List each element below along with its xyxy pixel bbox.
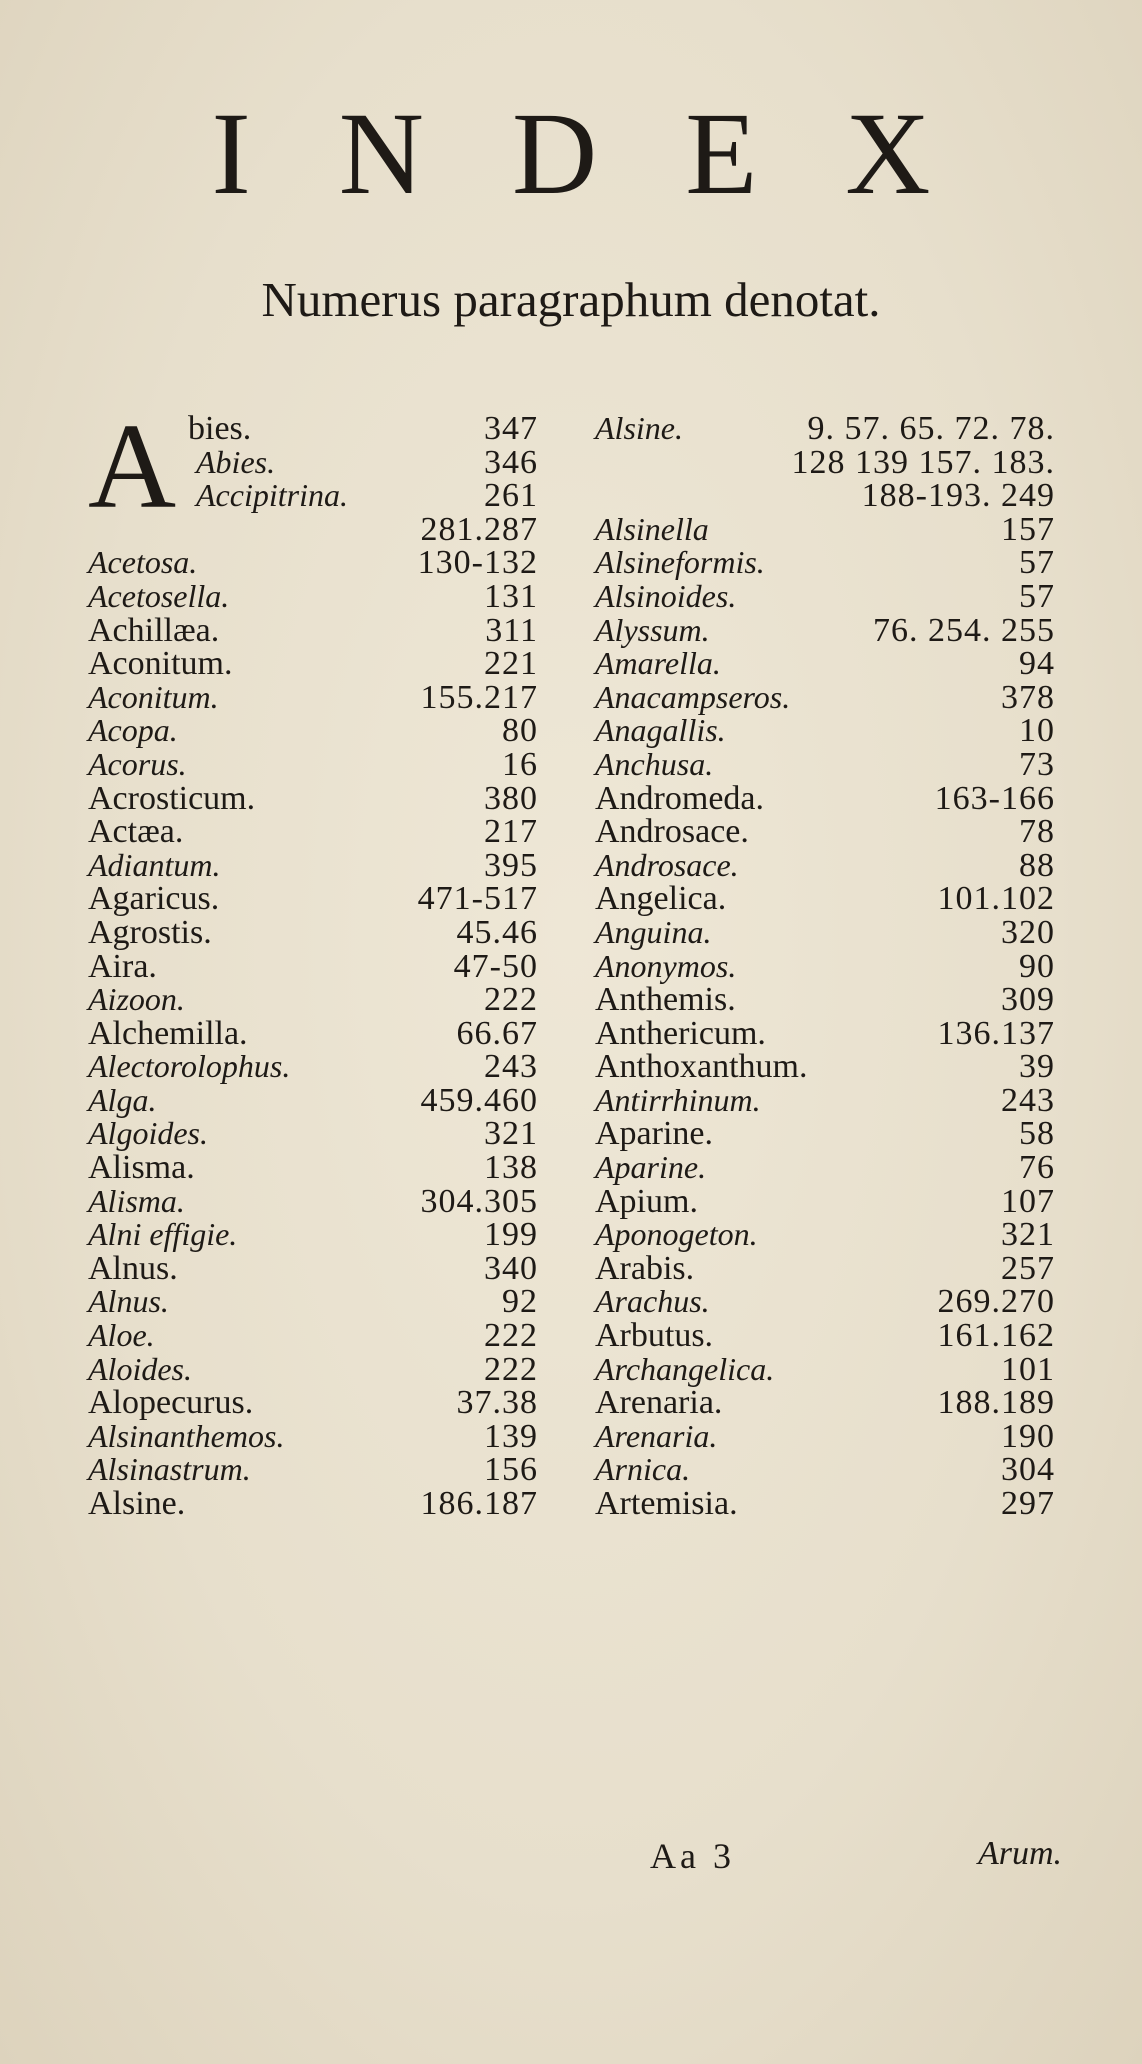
paragraph-reference: 101.102 xyxy=(937,880,1055,918)
index-entry xyxy=(595,779,1055,817)
paragraph-reference: 378 xyxy=(1001,678,1055,716)
index-term: Agaricus. xyxy=(88,880,220,918)
index-entry xyxy=(595,913,1055,951)
index-entry xyxy=(595,1081,1055,1119)
index-entry xyxy=(595,1487,1055,1521)
paragraph-reference: 380 xyxy=(484,779,538,817)
index-term: Anthemis. xyxy=(595,981,736,1019)
index-term: Amarella. xyxy=(595,645,721,682)
paragraph-reference: 73 xyxy=(1019,745,1055,783)
index-entry xyxy=(88,678,538,716)
index-entry xyxy=(88,647,538,681)
index-entry xyxy=(88,745,538,783)
index-entry xyxy=(88,1014,538,1052)
index-term: bies. xyxy=(188,410,252,447)
index-term: Accipitrina. xyxy=(196,477,348,514)
paragraph-reference: 347 xyxy=(484,410,538,447)
index-term: Alsinanthemos. xyxy=(88,1417,285,1454)
paragraph-reference: 94 xyxy=(1019,645,1055,683)
index-entry xyxy=(595,882,1055,916)
paragraph-reference: 9. 57. 65. 72. 78. xyxy=(807,410,1055,447)
index-term: Alectorolophus. xyxy=(88,1048,291,1085)
index-entry xyxy=(88,1453,538,1487)
index-term: Alnus. xyxy=(88,1249,178,1287)
paragraph-reference: 222 xyxy=(484,1317,538,1355)
paragraph-reference: 395 xyxy=(484,846,538,884)
paragraph-reference: 16 xyxy=(502,745,538,783)
paragraph-reference: 88 xyxy=(1019,846,1055,884)
index-term: Acopa. xyxy=(88,712,178,749)
paragraph-reference: 340 xyxy=(484,1249,538,1287)
index-term: Archangelica. xyxy=(595,1350,775,1387)
index-term: Abies. xyxy=(196,443,276,480)
index-term: Artemisia. xyxy=(595,1485,738,1522)
index-entry xyxy=(88,983,538,1017)
paragraph-reference: 76 xyxy=(1019,1149,1055,1187)
index-entry xyxy=(595,443,1055,481)
index-entry xyxy=(595,678,1055,716)
index-term: Aloides. xyxy=(88,1350,192,1387)
index-entry xyxy=(88,1249,538,1287)
index-term: Alchemilla. xyxy=(88,1014,248,1052)
paragraph-reference: 156 xyxy=(484,1451,538,1489)
index-term: Acrosticum. xyxy=(88,779,256,817)
index-entry xyxy=(88,479,538,513)
index-term: Acetosa. xyxy=(88,544,198,581)
paragraph-reference: 222 xyxy=(484,981,538,1019)
paragraph-reference: 92 xyxy=(502,1283,538,1321)
index-term: Alsine. xyxy=(595,410,683,446)
index-entry xyxy=(88,1151,538,1185)
paragraph-reference: 186.187 xyxy=(420,1485,538,1522)
index-term: Aparine. xyxy=(595,1149,707,1186)
index-entry xyxy=(88,577,538,615)
paragraph-reference: 76. 254. 255 xyxy=(873,611,1055,649)
index-term: Anonymos. xyxy=(595,947,737,984)
paragraph-reference: 243 xyxy=(484,1048,538,1086)
paragraph-reference: 161.162 xyxy=(937,1317,1055,1355)
index-term: Alsinoides. xyxy=(595,577,737,614)
index-term: Anagallis. xyxy=(595,712,726,749)
index-entry xyxy=(88,1386,538,1420)
index-term: Alsinella xyxy=(595,510,709,547)
paragraph-reference: 131 xyxy=(484,577,538,615)
index-term: Arabis. xyxy=(595,1249,695,1287)
index-term: Alga. xyxy=(88,1081,157,1118)
index-term: Arenaria. xyxy=(595,1417,718,1454)
index-entry xyxy=(88,611,538,649)
paragraph-reference: 309 xyxy=(1001,981,1055,1019)
index-entry xyxy=(595,983,1055,1017)
index-term: Arachus. xyxy=(595,1283,710,1320)
index-entry xyxy=(595,412,1055,446)
index-term: Alnus. xyxy=(88,1283,169,1320)
paragraph-reference: 311 xyxy=(485,611,538,649)
index-entry xyxy=(595,815,1055,849)
index-entry xyxy=(595,510,1055,548)
index-entry xyxy=(595,745,1055,783)
paragraph-reference: 217 xyxy=(484,813,538,851)
paragraph-reference: 190 xyxy=(1001,1417,1055,1455)
index-term: Anguina. xyxy=(595,913,712,950)
paragraph-reference: 257 xyxy=(1001,1249,1055,1287)
index-entry xyxy=(595,1319,1055,1353)
paragraph-reference: 304 xyxy=(1001,1451,1055,1489)
index-term: Antirrhinum. xyxy=(595,1081,761,1118)
index-entry xyxy=(88,1350,538,1388)
index-entry xyxy=(88,1182,538,1220)
index-term: Arenaria. xyxy=(595,1384,723,1422)
index-term: Anacampseros. xyxy=(595,678,791,715)
index-term: Alsineformis. xyxy=(595,544,765,581)
index-term: Aconitum. xyxy=(88,645,233,683)
index-entry xyxy=(88,1081,538,1119)
index-term: Alisma. xyxy=(88,1182,185,1219)
index-entry xyxy=(595,1182,1055,1220)
index-term: Aloe. xyxy=(88,1317,155,1354)
index-entry xyxy=(595,1285,1055,1319)
paragraph-reference: 188.189 xyxy=(937,1384,1055,1422)
index-entry xyxy=(595,1417,1055,1455)
index-term: Anthericum. xyxy=(595,1014,766,1052)
page-title: INDEX xyxy=(211,88,1019,219)
index-entry xyxy=(88,1117,538,1151)
paragraph-reference: 57 xyxy=(1019,577,1055,615)
index-term: Aponogeton. xyxy=(595,1216,758,1253)
index-entry xyxy=(595,1050,1055,1084)
paragraph-reference: 346 xyxy=(484,443,538,481)
index-entry xyxy=(88,510,538,548)
index-entry xyxy=(595,714,1055,748)
index-term: Androsace. xyxy=(595,846,739,883)
paragraph-reference: 199 xyxy=(484,1216,538,1254)
index-term: Andromeda. xyxy=(595,779,765,817)
paragraph-reference: 37.38 xyxy=(456,1384,538,1422)
index-entry xyxy=(88,714,538,748)
paragraph-reference: 320 xyxy=(1001,913,1055,951)
index-entry xyxy=(88,1487,538,1521)
index-entry xyxy=(88,546,538,580)
index-entry xyxy=(595,1386,1055,1420)
index-entry xyxy=(595,1117,1055,1151)
index-term: Arbutus. xyxy=(595,1317,714,1355)
paragraph-reference: 136.137 xyxy=(937,1014,1055,1052)
paragraph-reference: 45.46 xyxy=(456,913,538,951)
index-entry xyxy=(88,443,538,481)
index-entry xyxy=(595,846,1055,884)
paragraph-reference: 155.217 xyxy=(420,678,538,716)
index-term: Aparine. xyxy=(595,1115,714,1153)
index-entry xyxy=(88,1050,538,1084)
paragraph-reference: 47-50 xyxy=(453,947,538,985)
paragraph-reference: 221 xyxy=(484,645,538,683)
right-index-column xyxy=(595,412,1055,1521)
paragraph-reference: 130-132 xyxy=(417,544,538,582)
index-entry xyxy=(88,815,538,849)
paragraph-reference: 243 xyxy=(1001,1081,1055,1119)
paragraph-reference: 78 xyxy=(1019,813,1055,851)
subtitle: Numerus paragraphum denotat. xyxy=(261,272,881,327)
index-term: Apium. xyxy=(595,1182,698,1220)
catchword: Arum. xyxy=(977,1835,1062,1872)
paragraph-reference: 128 139 157. 183. xyxy=(791,443,1055,481)
index-entry xyxy=(595,479,1055,513)
index-term: Adiantum. xyxy=(88,846,221,883)
index-term: Actæa. xyxy=(88,813,184,851)
index-term: Acetosella. xyxy=(88,577,230,614)
index-term: Achillæa. xyxy=(88,611,220,649)
paragraph-reference: 459.460 xyxy=(420,1081,538,1119)
paragraph-reference: 101 xyxy=(1001,1350,1055,1388)
index-entry xyxy=(88,1319,538,1353)
index-term: Anthoxanthum. xyxy=(595,1048,808,1086)
index-term: Agrostis. xyxy=(88,913,212,951)
paragraph-reference: 269.270 xyxy=(937,1283,1055,1321)
paragraph-reference: 163-166 xyxy=(934,779,1055,817)
index-entry xyxy=(595,546,1055,580)
index-entry xyxy=(595,1453,1055,1487)
index-entry xyxy=(595,1151,1055,1185)
paragraph-reference: 39 xyxy=(1019,1048,1055,1086)
paragraph-reference: 304.305 xyxy=(420,1182,538,1220)
index-entry xyxy=(595,611,1055,649)
index-term: Anchusa. xyxy=(595,745,714,782)
index-term: Angelica. xyxy=(595,880,727,918)
paragraph-reference: 321 xyxy=(484,1115,538,1153)
index-term: Acorus. xyxy=(88,745,187,782)
paragraph-reference: 90 xyxy=(1019,947,1055,985)
paragraph-reference: 10 xyxy=(1019,712,1055,750)
signature-mark: Aa 3 xyxy=(650,1836,735,1876)
index-entry xyxy=(595,1014,1055,1052)
index-term: Aira. xyxy=(88,947,157,985)
left-index-column xyxy=(88,399,538,1522)
paragraph-reference: 222 xyxy=(484,1350,538,1388)
index-entry xyxy=(88,779,538,817)
paragraph-reference: 281.287 xyxy=(420,510,538,548)
paragraph-reference: 80 xyxy=(502,712,538,750)
index-term: Androsace. xyxy=(595,813,749,851)
paragraph-reference: 297 xyxy=(1001,1485,1055,1522)
index-term: Aizoon. xyxy=(88,981,185,1018)
paragraph-reference: 321 xyxy=(1001,1216,1055,1254)
paragraph-reference: 471-517 xyxy=(417,880,538,918)
index-entry xyxy=(88,882,538,916)
paragraph-reference: 188-193. 249 xyxy=(861,477,1055,515)
index-entry xyxy=(595,1249,1055,1287)
index-term: Alopecurus. xyxy=(88,1384,254,1422)
index-term: Alsine. xyxy=(88,1485,186,1522)
index-entry xyxy=(88,947,538,985)
paragraph-reference: 157 xyxy=(1001,510,1055,548)
index-entry xyxy=(88,1218,538,1252)
index-entry xyxy=(88,1285,538,1319)
paragraph-reference: 66.67 xyxy=(456,1014,538,1052)
paragraph-reference: 139 xyxy=(484,1417,538,1455)
drop-cap: A xyxy=(88,399,177,534)
index-term: Algoides. xyxy=(88,1115,208,1152)
index-entry xyxy=(595,1218,1055,1252)
paragraph-reference: 138 xyxy=(484,1149,538,1187)
index-entry xyxy=(595,577,1055,615)
paragraph-reference: 261 xyxy=(484,477,538,515)
index-term: Aconitum. xyxy=(88,678,219,715)
index-entry xyxy=(595,647,1055,681)
paragraph-reference: 57 xyxy=(1019,544,1055,582)
index-term: Alisma. xyxy=(88,1149,195,1187)
index-entry xyxy=(88,846,538,884)
index-term: Arnica. xyxy=(595,1451,691,1488)
index-entry xyxy=(88,412,538,446)
index-entry xyxy=(595,1350,1055,1388)
index-term: Alsinastrum. xyxy=(88,1451,251,1488)
index-entry xyxy=(88,913,538,951)
index-entry xyxy=(88,1417,538,1455)
paragraph-reference: 107 xyxy=(1001,1182,1055,1220)
index-term: Alyssum. xyxy=(595,611,710,648)
index-entry xyxy=(595,947,1055,985)
index-term: Alni effigie. xyxy=(88,1216,238,1253)
paragraph-reference: 58 xyxy=(1019,1115,1055,1153)
